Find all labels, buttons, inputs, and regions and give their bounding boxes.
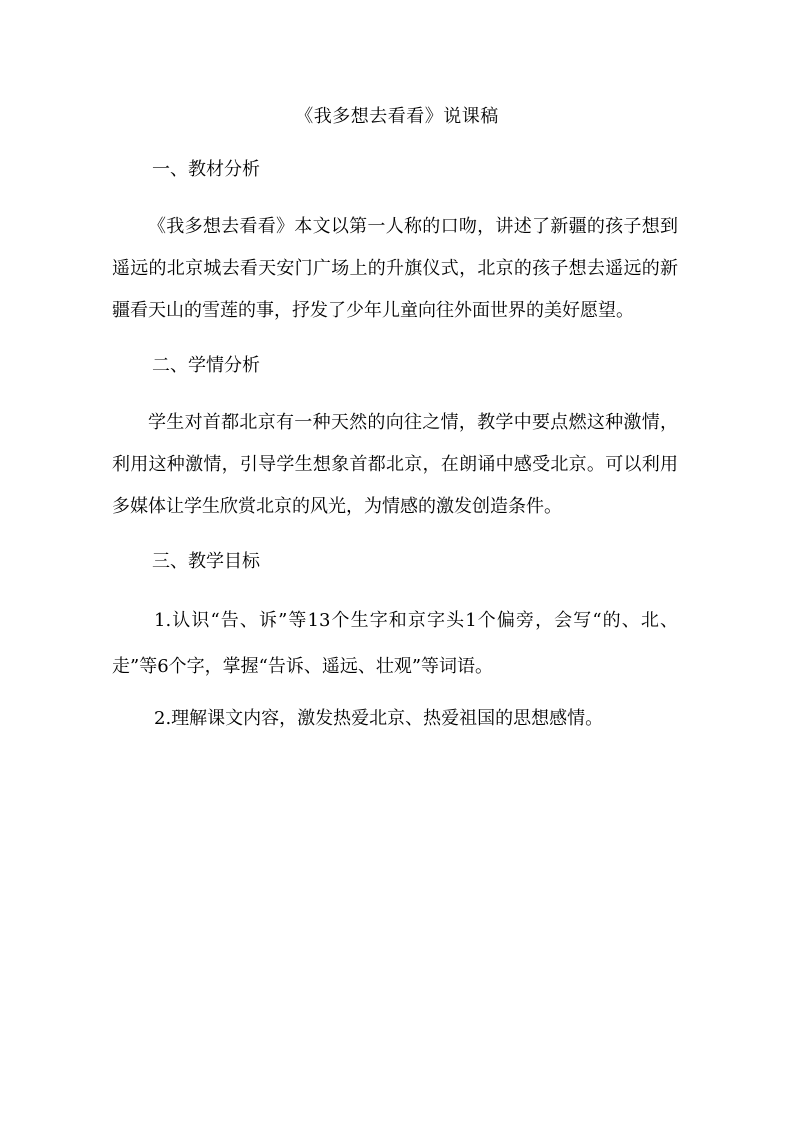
- document-title: 《我多想去看看》说课稿: [295, 106, 499, 127]
- document-body: [112, 154, 678, 748]
- section-teaching-goals: [112, 546, 678, 742]
- section-heading: 一、教材分析: [152, 159, 260, 180]
- goal-item: 2.理解课文内容，激发热爱北京、热爱祖国的思想感情。: [154, 708, 604, 729]
- goal-item: 1.认识“告、诉”等13个生字和京字头1个偏旁，会写“的、北、走”等6个字，掌握“告诉、遥远、壮观”等词语。: [112, 610, 678, 677]
- section-paragraph: 《我多想去看看》本文以第一人称的口吻，讲述了新疆的孩子想到遥远的北京城去看天安门广场上的升旗仪式，北京的孩子想去遥远的新疆看天山的雪莲的事，抒发了少年儿童向往外面世界的美好愿望。: [112, 216, 678, 321]
- section-heading: 二、学情分析: [152, 355, 260, 376]
- section-paragraph: 学生对首都北京有一种天然的向往之情，教学中要点燃这种激情，利用这种激情，引导学生想象首都北京，在朗诵中感受北京。可以利用多媒体让学生欣赏北京的风光，为情感的激发创造条件。: [112, 412, 678, 517]
- section-heading: 三、教学目标: [152, 551, 260, 572]
- section-learner-analysis: [112, 350, 678, 528]
- section-textbook-analysis: [112, 154, 678, 332]
